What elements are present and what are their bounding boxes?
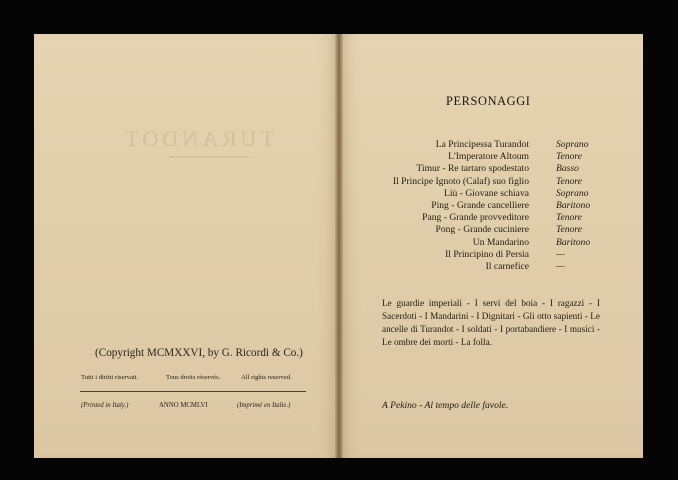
cast-role: Pong - Grande cuciniere [435,224,529,236]
cast-role: Pang - Grande provveditore [422,212,529,224]
cast-voice: Soprano [556,139,589,150]
cast-role: Ping - Grande cancelliere [431,199,529,211]
left-page [34,34,339,458]
cast-role: Il Principino di Persia [445,248,529,260]
cast-voice: Baritono [556,199,591,211]
cast-row [362,188,612,200]
cast-row [362,139,612,151]
cast-voice: Baritono [556,236,591,248]
cast-row [362,224,612,236]
cast-role: Timur - Re tartaro spodestato [416,163,529,175]
copyright-line: (Copyright MCMXXVI, by G. Ricordi & Co.) [95,347,303,359]
cast-role: L'Imperatore Altoum [448,151,529,163]
cast-row [362,176,612,188]
cast-voice: Basso [556,163,579,175]
printing-year: ANNO MCMLVI [159,402,208,409]
cast-voice: Tenore [556,224,582,236]
cast-row [362,249,612,261]
cast-role: La Principessa Turandot [435,139,529,150]
divider-rule [80,391,306,392]
rights-french: Tous droits réservés. [166,374,221,381]
cast-row [362,212,612,224]
cast-role: Un Mandarino [472,236,529,248]
cast-role: Liù - Giovane schiava [444,187,529,199]
setting-line: A Pekino - Al tempo delle favole. [382,400,509,411]
cast-voice: Tenore [556,151,582,163]
printed-in-italy: (Printed in Italy.) [81,402,129,409]
cast-role: Il Principe Ignoto (Calaf) suo figlio [392,175,529,187]
cast-row [362,151,612,163]
cast-row [362,200,612,212]
cast-row [362,261,612,273]
imprime-en-italie: (Imprimé en Italie.) [237,402,291,409]
cast-list [362,139,612,273]
cast-row [362,237,612,249]
book-spine [335,34,343,458]
show-through-rule [169,156,249,158]
show-through-title: TURANDOT [121,126,274,151]
cast-role: Il carnefice [485,260,529,272]
cast-voice: — [556,248,565,260]
cast-voice: Soprano [556,187,589,199]
chorus-paragraph: Le guardie imperiali - I servi del boia - I ragazzi - I Sacerdoti - I Mandarini - I Dignitari - Gli otto sapienti - Le ancelle di Turandot - I soldati - I portabandiere - I musici - Le ombre dei morti - La folla. [382,298,600,347]
page-title: PERSONAGGI [446,94,531,108]
cast-voice: Tenore [556,175,582,187]
rights-english: All rights reserved. [241,374,292,381]
cast-voice: — [556,260,565,272]
rights-italian: Tutti i diritti riservati. [81,374,139,381]
cast-row [362,163,612,175]
cast-voice: Tenore [556,212,582,224]
